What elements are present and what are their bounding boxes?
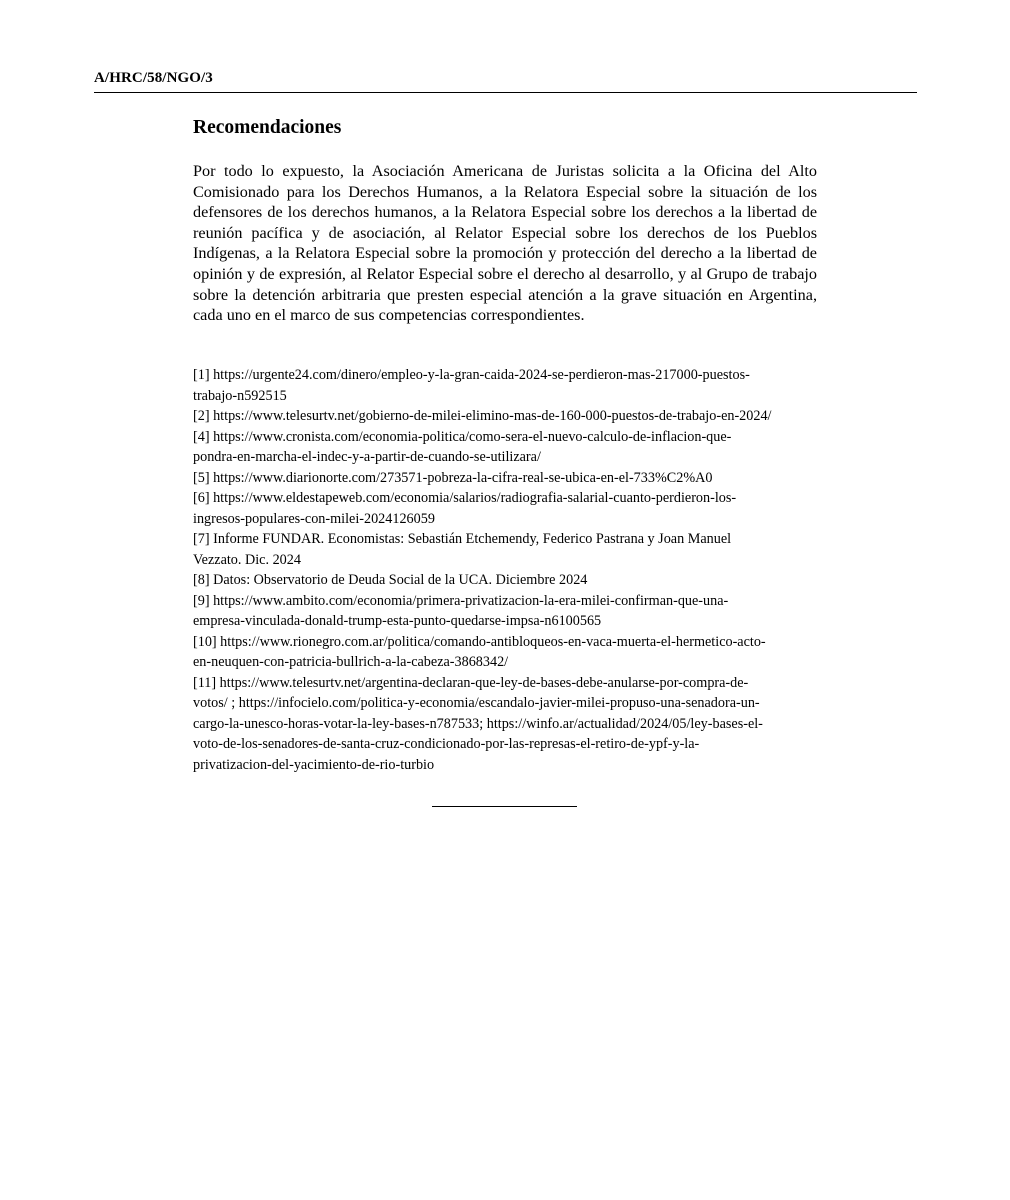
footnote-line[interactable]: [6] https://www.eldestapeweb.com/economia/salarios/radiografia-salarial-cuanto-perdieron-los- [193,490,737,506]
footnote-line[interactable]: pondra-en-marcha-el-indec-y-a-partir-de-cuando-se-utilizara/ [193,449,541,465]
document-symbol: A/HRC/58/NGO/3 [94,70,213,86]
footnote-line: [8] Datos: Observatorio de Deuda Social de la UCA. Diciembre 2024 [193,572,588,588]
footnote-line[interactable]: [10] https://www.rionegro.com.ar/politica/comando-antibloqueos-en-vaca-muerta-el-hermetico-acto- [193,633,766,650]
footnote-line[interactable]: [9] https://www.ambito.com/economia/primera-privatizacion-la-era-milei-confirman-que-una- [193,592,729,609]
footnote [193,632,833,673]
section-title: Recomendaciones [193,117,342,138]
footnote-line[interactable]: [4] https://www.cronista.com/economia-politica/como-sera-el-nuevo-calculo-de-inflacion-que- [193,428,732,445]
page-header [94,70,917,93]
footnote-line[interactable]: privatizacion-del-yacimiento-de-rio-turbio [193,756,435,773]
footnote [193,365,833,406]
footnote-line[interactable]: [1] https://urgente24.com/dinero/empleo-y-la-gran-caida-2024-se-perdieron-mas-217000-puestos- [193,367,750,383]
footnote [193,468,833,489]
footnote-line[interactable]: [11] https://www.telesurtv.net/argentina-declaran-que-ley-de-bases-debe-anularse-por-compra-de- [193,674,749,691]
footnote-line[interactable]: trabajo-n592515 [193,387,287,404]
footnote-line[interactable]: en-neuquen-con-patricia-bullrich-a-la-cabeza-3868342/ [193,654,509,670]
footnote [193,570,833,591]
end-of-document-rule [432,806,577,807]
footnote [193,488,833,529]
footnote [193,673,833,776]
footnotes-list [193,365,833,775]
recommendations-paragraph: Por todo lo expuesto, la Asociación Americana de Juristas solicita a la Oficina del Alto Comisionado para los Derechos Humanos, a la Relatora Especial sobre la situación de los defensores de los derechos humanos, a la Relatora Especial sobre los derechos a la libertad de reunión pacífica y de asociación, al Relator Especial sobre los derechos de los Pueblos Indígenas, a la Relatora Especial sobre la promoción y protección del derecho a la libertad de opinión y de expresión, al Relator Especial sobre el derecho al desarrollo, y al Grupo de trabajo sobre la detención arbitraria que presten especial atención a la grave situación en Argentina, cada uno en el marco de sus competencias correspondientes. [193,162,817,325]
footnote-line[interactable]: votos/ ; https://infocielo.com/politica-y-economia/escandalo-javier-milei-propuso-una-senadora-un- [193,695,760,711]
footnote [193,406,833,427]
footnote-line: [7] Informe FUNDAR. Economistas: Sebastián Etchemendy, Federico Pastrana y Joan Manuel [193,531,732,547]
footnote-line[interactable]: [5] https://www.diarionorte.com/273571-pobreza-la-cifra-real-se-ubica-en-el-733%C2%A0 [193,469,713,486]
footnote-line[interactable]: voto-de-los-senadores-de-santa-cruz-condicionado-por-las-represas-el-retiro-de-ypf-y-la- [193,736,700,752]
footnote [193,591,833,632]
footnote-line[interactable]: empresa-vinculada-donald-trump-esta-punto-quedarse-impsa-n6100565 [193,613,602,629]
footnote [193,529,833,570]
footnote-line: Vezzato. Dic. 2024 [193,551,301,568]
footnote-line[interactable]: cargo-la-unesco-horas-votar-la-ley-bases-n787533; https://winfo.ar/actualidad/2024/05/ley-bases-el- [193,715,763,732]
footnote [193,427,833,468]
footnote-line[interactable]: [2] https://www.telesurtv.net/gobierno-de-milei-elimino-mas-de-160-000-puestos-de-trabajo-en-2024/ [193,408,772,424]
footnote-line[interactable]: ingresos-populares-con-milei-2024126059 [193,510,435,527]
